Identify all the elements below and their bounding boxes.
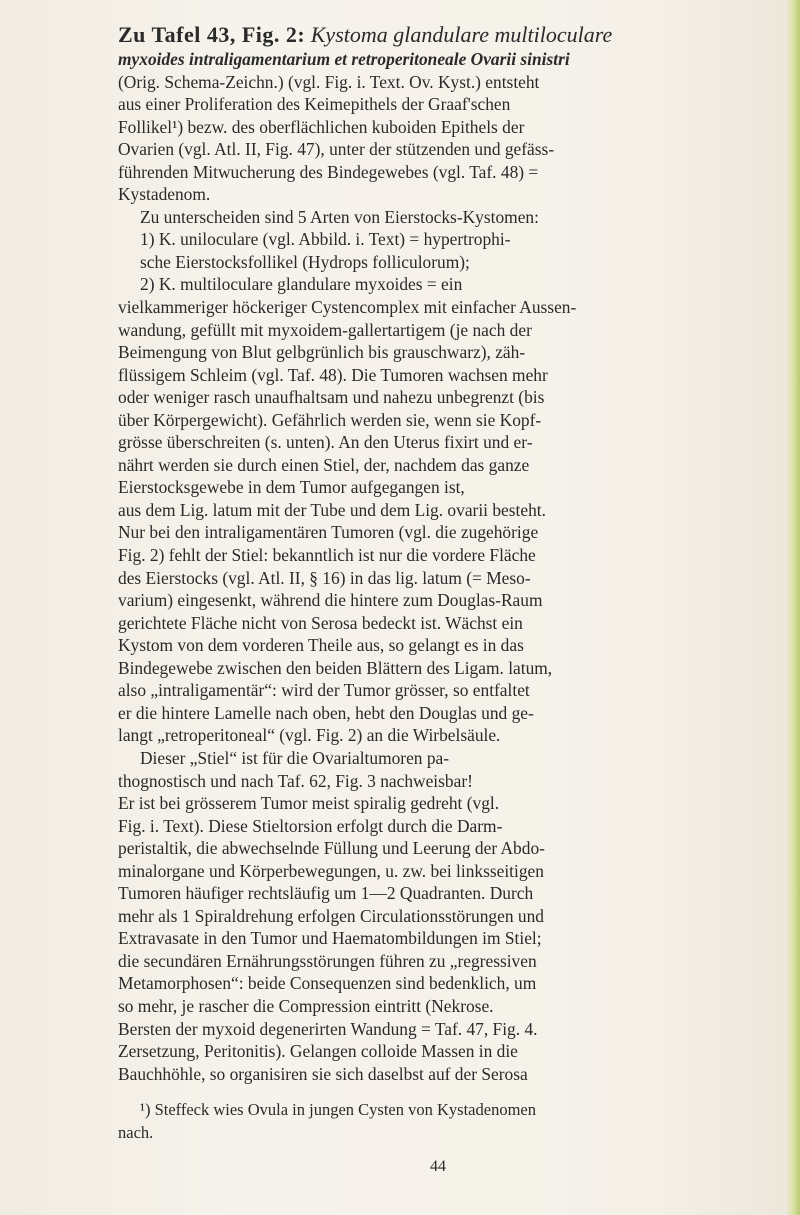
text-column [118, 22, 778, 1144]
page-edge-shadow [786, 0, 800, 1215]
text-line: peristaltik, die abwechselnde Füllung und Leerung der Abdo- [118, 838, 545, 859]
text-line: oder weniger rasch unaufhaltsam und nahezu unbegrenzt (bis [118, 387, 545, 408]
text-line: Extravasate in den Tumor und Haematombildungen im Stiel; [118, 928, 542, 949]
text-line: über Körpergewicht). Gefährlich werden sie, wenn sie Kopf- [118, 409, 542, 430]
text-line: Bauchhöhle, so organisiren sie sich daselbst auf der Serosa [118, 1063, 528, 1084]
footnote [118, 1099, 778, 1144]
heading-italic-2-line [118, 48, 778, 71]
text-line: minalorgane und Körperbewegungen, u. zw. bei linksseitigen [118, 860, 544, 881]
text-line: er die hintere Lamelle nach oben, hebt den Douglas und ge- [118, 702, 534, 723]
text-line: Follikel¹) bezw. des oberflächlichen kuboiden Epithels der [118, 116, 525, 137]
text-line: varium) eingesenkt, während die hintere zum Douglas-Raum [118, 590, 543, 611]
text-line: mehr als 1 Spiraldrehung erfolgen Circulationsstörungen und [118, 905, 544, 926]
text-line: Eierstocksgewebe in dem Tumor aufgegangen ist, [118, 477, 465, 498]
text-line: Tumoren häufiger rechtsläufig um 1—2 Quadranten. Durch [118, 883, 534, 904]
text-line: die secundären Ernährungsstörungen führen zu „regressiven [118, 950, 537, 971]
footnote-line: ¹) Steffeck wies Ovula in jungen Cysten von Kystadenomen [140, 1100, 536, 1120]
heading-italic-2: myxoides intraligamentarium et retroperitoneale Ovarii sinistri [118, 49, 570, 69]
page-number: 44 [430, 1158, 446, 1175]
text-line: wandung, gefüllt mit myxoidem-gallertartigem (je nach der [118, 319, 532, 340]
text-line: thognostisch und nach Taf. 62, Fig. 3 nachweisbar! [118, 770, 473, 791]
text-line: Fig. 2) fehlt der Stiel: bekanntlich ist nur die vordere Fläche [118, 545, 536, 566]
text-line: langt „retroperitoneal“ (vgl. Fig. 2) an die Wirbelsäule. [118, 725, 501, 746]
text-line: führenden Mitwucherung des Bindegewebes (vgl. Taf. 48) = [118, 161, 539, 182]
text-line: gerichtete Fläche nicht von Serosa bedeckt ist. Wächst ein [118, 612, 523, 633]
body-paragraphs [118, 93, 778, 1085]
text-line: des Eierstocks (vgl. Atl. II, § 16) in das lig. latum (= Meso- [118, 567, 531, 588]
text-line: 2) K. multiloculare glandulare myxoides = ein [140, 274, 463, 295]
text-line: Kystadenom. [118, 184, 211, 205]
text-line: Zersetzung, Peritonitis). Gelangen colloide Massen in die [118, 1041, 518, 1062]
text-line: Bersten der myxoid degenerirten Wandung = Taf. 47, Fig. 4. [118, 1018, 538, 1039]
text-line: so mehr, je rascher die Compression eintritt (Nekrose. [118, 995, 494, 1016]
text-line: vielkammeriger höckeriger Cystencomplex mit einfacher Aussen- [118, 297, 577, 318]
text-line: Metamorphosen“: beide Consequenzen sind bedenklich, um [118, 973, 537, 994]
text-line: sche Eierstocksfollikel (Hydrops folliculorum); [140, 251, 470, 272]
text-line: Bindegewebe zwischen den beiden Blättern des Ligam. latum, [118, 657, 553, 678]
footnote-line: nach. [118, 1122, 154, 1142]
text-line: Nur bei den intraligamentären Tumoren (vgl. die zugehörige [118, 522, 539, 543]
text-line: Dieser „Stiel“ ist für die Ovarialtumoren pa- [140, 747, 450, 768]
text-line: flüssigem Schleim (vgl. Taf. 48). Die Tumoren wachsen mehr [118, 364, 548, 385]
text-line: Er ist bei grösserem Tumor meist spiralig gedreht (vgl. [118, 793, 500, 814]
text-line: aus einer Proliferation des Keimepithels der Graaf'schen [118, 94, 511, 115]
text-line: Beimengung von Blut gelbgrünlich bis grauschwarz), zäh- [118, 342, 526, 363]
text-line: Ovarien (vgl. Atl. II, Fig. 47), unter der stützenden und gefäss- [118, 139, 555, 160]
text-line: Zu unterscheiden sind 5 Arten von Eierstocks-Kystomen: [140, 206, 539, 227]
heading-line-3 [118, 71, 778, 94]
text-line: Fig. i. Text). Diese Stieltorsion erfolgt durch die Darm- [118, 815, 503, 836]
text-line: grösse überschreiten (s. unten). An den Uterus fixirt und er- [118, 432, 533, 453]
text-line: Kystom von dem vorderen Theile aus, so gelangt es in das [118, 635, 524, 656]
heading-prefix: Zu Tafel 43, Fig. 2: [118, 22, 306, 47]
text-line: 1) K. uniloculare (vgl. Abbild. i. Text) = hypertrophi- [140, 229, 511, 250]
heading-line3: (Orig. Schema-Zeichn.) (vgl. Fig. i. Text. Ov. Kyst.) entsteht [118, 71, 540, 92]
heading [118, 22, 778, 48]
text-line: nährt werden sie durch einen Stiel, der, nachdem das ganze [118, 454, 530, 475]
heading-italic-1: Kystoma glandulare multiloculare [310, 22, 613, 47]
text-line: aus dem Lig. latum mit der Tube und dem Lig. ovarii besteht. [118, 499, 546, 520]
text-line: also „intraligamentär“: wird der Tumor grösser, so entfaltet [118, 680, 530, 701]
